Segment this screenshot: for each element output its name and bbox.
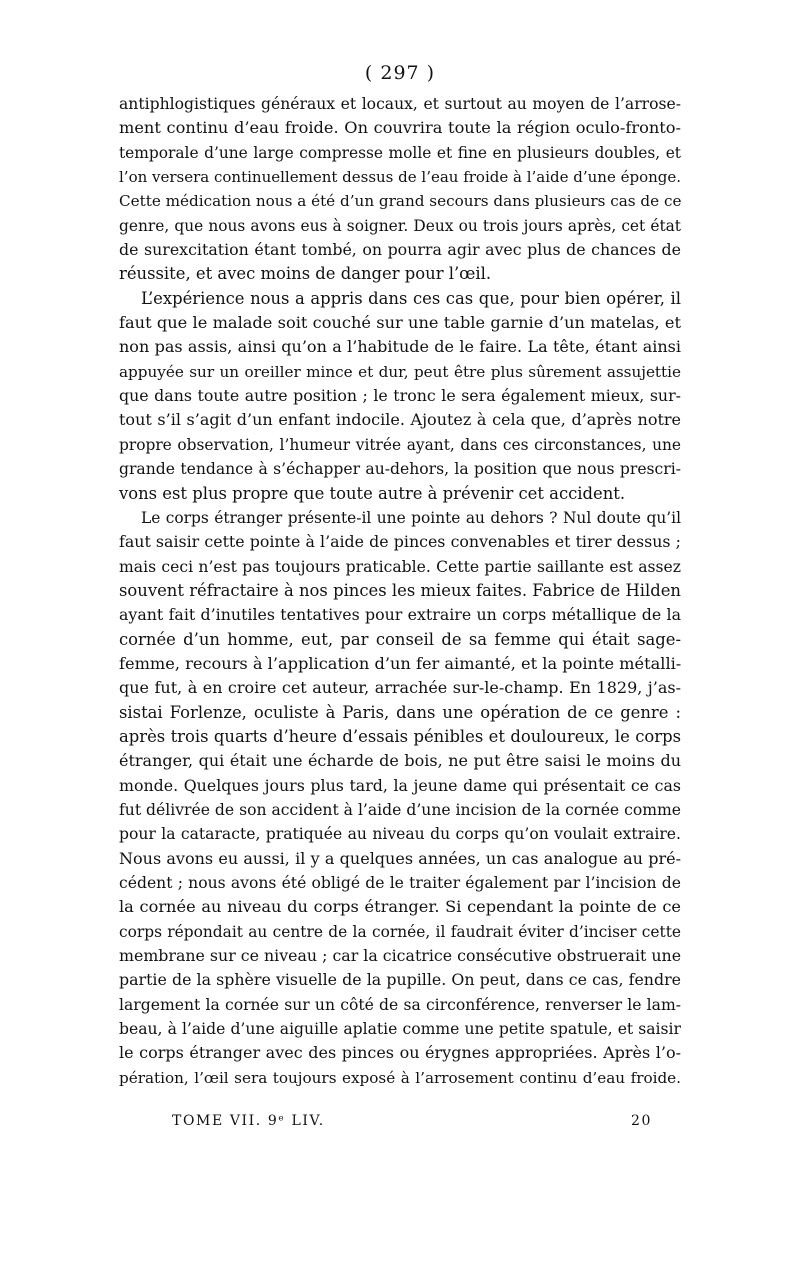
page-footer — [172, 1113, 652, 1137]
text-line: non pas assis, ainsi qu’on a l’habitude de le faire. La tête, étant ainsi — [119, 337, 681, 357]
text-line: tout s’il s’agit d’un enfant indocile. Ajoutez à cela que, d’après notre — [119, 410, 681, 430]
text-line: l’on versera continuellement dessus de l’eau froide à l’aide d’une éponge. — [119, 168, 682, 187]
text-line: monde. Quelques jours plus tard, la jeune dame qui présentait ce cas — [119, 775, 681, 795]
text-line: largement la cornée sur un côté de sa circonférence, renverser le lam- — [119, 995, 681, 1014]
gathering-number: 20 — [630, 1113, 652, 1129]
text-line: antiphlogistiques généraux et locaux, et surtout au moyen de l’arrose- — [119, 95, 681, 113]
text-line: femme, recours à l’application d’un fer aimanté, et la pointe métalli- — [119, 653, 682, 673]
text-line: faut que le malade soit couché sur une table garnie d’un matelas, et — [119, 313, 681, 333]
text-line: Le corps étranger présente-il une pointe au dehors ? Nul doute qu’il — [141, 508, 681, 527]
text-line: que dans toute autre position ; le tronc le sera également mieux, sur- — [119, 386, 681, 406]
text-line: ment continu d’eau froide. On couvrira toute la région oculo-fronto- — [119, 118, 681, 138]
text-line: L’expérience nous a appris dans ces cas que, pour bien opérer, il — [141, 288, 681, 308]
text-line: pération, l’œil sera toujours exposé à l’arrosement continu d’eau froide. — [119, 1068, 681, 1087]
text-line: fut délivrée de son accident à l’aide d’une incision de la cornée comme — [119, 800, 682, 819]
text-line: beau, à l’aide d’une aiguille aplatie comme une petite spatule, et saisir — [119, 1020, 681, 1039]
page-number: ( 297 ) — [364, 62, 436, 84]
text-line: Cette médication nous a été d’un grand secours dans plusieurs cas de ce — [119, 192, 682, 211]
text-line: que fut, à en croire cet auteur, arrachée sur-le-champ. En 1829, j’as- — [119, 678, 681, 698]
text-line: temporale d’une large compresse molle et fine en plusieurs doubles, et — [119, 143, 681, 162]
body-text — [119, 92, 681, 1090]
text-line: après trois quarts d’heure d’essais pénibles et douloureux, le corps — [119, 726, 681, 746]
text-line: mais ceci n’est pas toujours praticable. Cette partie saillante est assez — [119, 557, 681, 576]
text-line: de surexcitation étant tombé, on pourra agir avec plus de chances de — [119, 240, 681, 260]
text-line: souvent réfractaire à nos pinces les mieux faites. Fabrice de Hilden — [119, 580, 681, 600]
text-line: corps répondait au centre de la cornée, il faudrait éviter d’inciser cette — [119, 922, 681, 941]
volume-signature: TOME VII. 9ᵉ LIV. — [172, 1113, 325, 1129]
text-line: cornée d’un homme, eut, par conseil de sa femme qui était sage- — [119, 629, 681, 649]
text-line: vons est plus propre que toute autre à prévenir cet accident. — [119, 483, 626, 503]
text-line: la cornée au niveau du corps étranger. Si cependant la pointe de ce — [119, 897, 681, 917]
text-line: faut saisir cette pointe à l’aide de pinces convenables et tirer dessus ; — [119, 532, 681, 552]
text-line: ayant fait d’inutiles tentatives pour extraire un corps métallique de la — [119, 605, 681, 625]
text-line: cédent ; nous avons été obligé de le traiter également par l’incision de — [119, 874, 681, 892]
text-line: grande tendance à s’échapper au-dehors, la position que nous prescri- — [119, 460, 681, 479]
text-line: sistai Forlenze, oculiste à Paris, dans une opération de ce genre : — [119, 702, 681, 722]
text-line: étranger, qui était une écharde de bois, ne put être saisi le moins du — [119, 751, 681, 771]
text-line: pour la cataracte, pratiquée au niveau du corps qu’on voulait extraire. — [119, 825, 681, 844]
text-line: réussite, et avec moins de danger pour l’œil. — [119, 264, 492, 284]
text-line: appuyée sur un oreiller mince et dur, peut être plus sûrement assujettie — [119, 362, 681, 381]
text-line: le corps étranger avec des pinces ou érygnes appropriées. Après l’o- — [119, 1043, 681, 1063]
text-line: membrane sur ce niveau ; car la cicatrice consécutive obstruerait une — [119, 946, 682, 966]
text-line: Nous avons eu aussi, il y a quelques années, un cas analogue au pré- — [119, 848, 681, 868]
text-line: genre, que nous avons eus à soigner. Deux ou trois jours après, cet état — [119, 216, 681, 235]
text-line: propre observation, l’humeur vitrée ayant, dans ces circonstances, une — [119, 435, 681, 454]
text-line: partie de la sphère visuelle de la pupille. On peut, dans ce cas, fendre — [119, 970, 681, 990]
